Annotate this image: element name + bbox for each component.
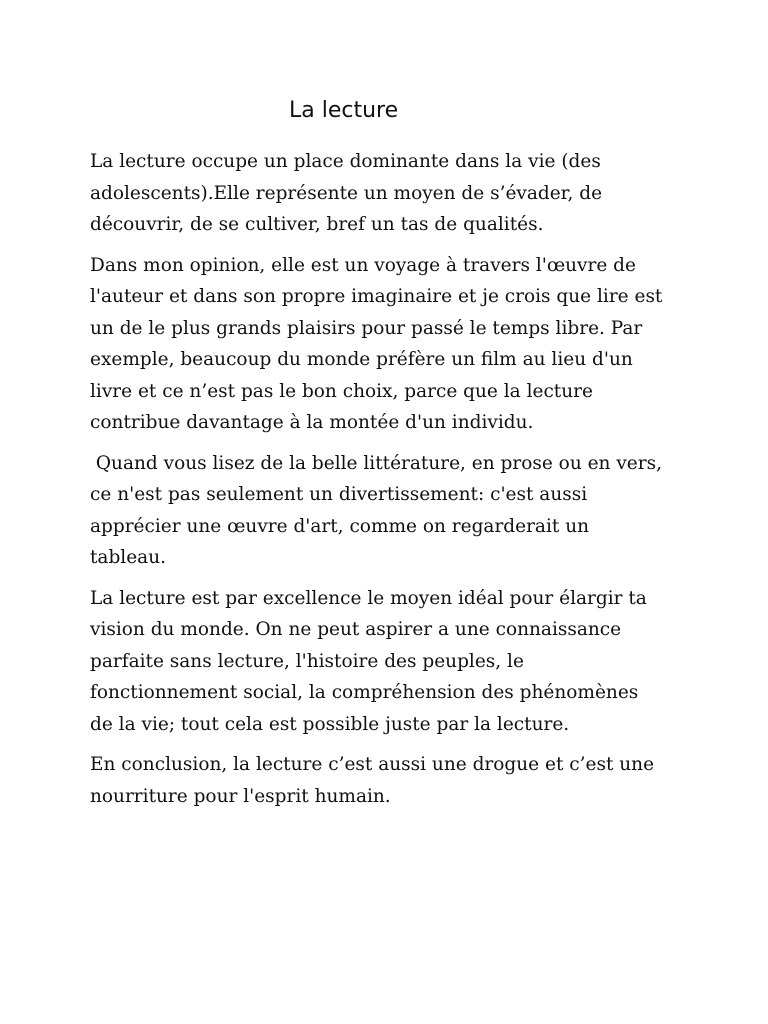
paragraph-line: apprécier une œuvre d'art, comme on regarderait un — [90, 515, 590, 537]
paragraph-line: de la vie; tout cela est possible juste par la lecture. — [90, 713, 570, 735]
paragraph-line: l'auteur et dans son propre imaginaire et je crois que lire est — [90, 286, 663, 307]
paragraph-line: ce n'est pas seulement un divertissement: c'est aussi — [90, 484, 588, 505]
paragraph-2 — [90, 250, 690, 439]
paragraph-line: adolescents).Elle représente un moyen de s’évader, de — [90, 182, 603, 204]
paragraph-line: Dans mon opinion, elle est un voyage à travers l'œuvre de — [90, 254, 636, 276]
paragraph-line: La lecture est par excellence le moyen idéal pour élargir ta — [90, 587, 647, 609]
document-title: La lecture — [289, 98, 399, 123]
paragraph-line: contribue davantage à la montée d'un individu. — [90, 412, 534, 433]
paragraph-line: vision du monde. On ne peut aspirer a une connaissance — [90, 619, 622, 640]
paragraph-line: Quand vous lisez de la belle littérature, en prose ou en vers, — [90, 452, 662, 474]
paragraph-5 — [90, 749, 690, 812]
paragraph-line: un de le plus grands plaisirs pour passé le temps libre. Par — [90, 317, 643, 339]
paragraph-3 — [90, 448, 690, 574]
paragraph-line: En conclusion, la lecture c’est aussi une drogue et c’est une — [90, 754, 655, 775]
paragraph-line: découvrir, de se cultiver, bref un tas de qualités. — [90, 214, 544, 235]
document-body — [90, 146, 690, 821]
paragraph-line: tableau. — [90, 547, 166, 568]
paragraph-line: livre et ce n’est pas le bon choix, parce que la lecture — [90, 380, 593, 402]
paragraph-line: fonctionnement social, la compréhension des phénomènes — [90, 682, 639, 703]
paragraph-line: parfaite sans lecture, l'histoire des peuples, le — [90, 650, 524, 672]
paragraph-1 — [90, 146, 690, 241]
paragraph-line: La lecture occupe un place dominante dans la vie (des — [90, 151, 601, 172]
paragraph-line: nourriture pour l'esprit humain. — [90, 785, 391, 807]
paragraph-4 — [90, 583, 690, 741]
paragraph-line: exemple, beaucoup du monde préfère un film au lieu d'un — [90, 349, 633, 370]
